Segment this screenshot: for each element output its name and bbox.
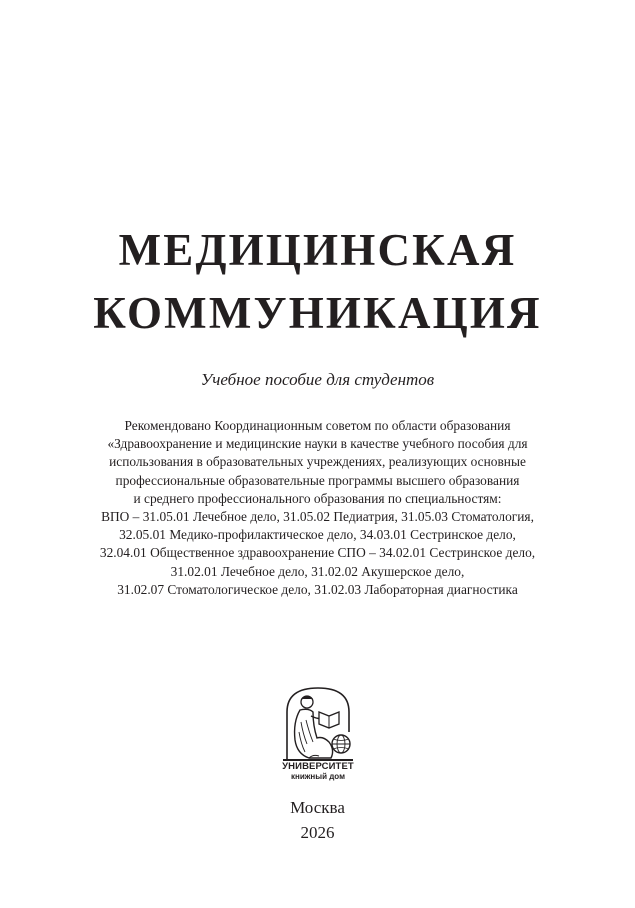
recommendation-line: 32.04.01 Общественное здравоохранение СПО – 34.02.01 Сестринское дело, [99, 545, 536, 561]
recommendation-line: профессиональные образовательные программы высшего образования [115, 472, 520, 488]
recommendation-line: ВПО – 31.05.01 Лечебное дело, 31.05.02 Педиатрия, 31.05.03 Стоматология, [101, 509, 534, 525]
publisher-tagline: книжный дом [290, 772, 345, 781]
recommendation-line: Рекомендовано Координационным советом по области образования [124, 418, 511, 433]
recommendation-line: 31.02.01 Лечебное дело, 31.02.02 Акушерское дело, [170, 563, 465, 579]
recommendation-line: использования в образовательных учреждениях, реализующих основные [109, 454, 526, 470]
publication-city: Москва [290, 798, 345, 817]
recommendation-line: «Здравоохранение и медицинские науки в качестве учебного пособия для [107, 436, 528, 452]
recommendation-line: 31.02.07 Стоматологическое дело, 31.02.03 Лабораторная диагностика [117, 581, 518, 597]
recommendation-line: 32.05.01 Медико-профилактическое дело, 34.03.01 Сестринское дело, [119, 527, 516, 543]
publisher-name: УНИВЕРСИТЕТ [282, 761, 354, 772]
seated-scholar-emblem-icon [273, 682, 363, 762]
publisher-logo [273, 682, 363, 790]
book-title-line-2: КОММУНИКАЦИЯ [93, 288, 542, 338]
recommendation-line: и среднего профессионального образования по специальностям: [133, 490, 502, 506]
book-subtitle: Учебное пособие для студентов [200, 370, 435, 389]
publication-year: 2026 [300, 823, 335, 842]
book-title-line-1: МЕДИЦИНСКАЯ [118, 225, 517, 275]
recommendation-text [40, 417, 595, 599]
